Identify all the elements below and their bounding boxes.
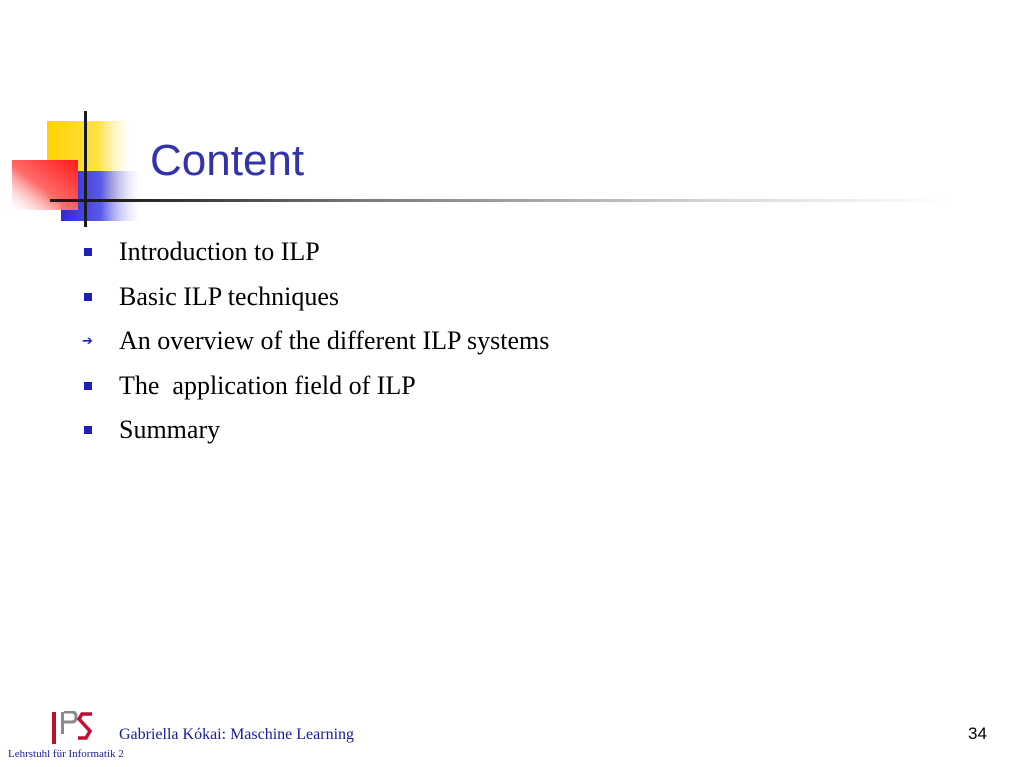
page-number: 34 xyxy=(968,724,987,743)
decorative-corner-squares xyxy=(0,0,160,240)
lehrstuhl-logo-icon xyxy=(52,711,94,744)
footer-department: Lehrstuhl für Informatik 2 xyxy=(8,748,124,760)
footer-author: Gabriella Kókai: Maschine Learning xyxy=(119,726,355,743)
bullet-text: An overview of the different ILP systems xyxy=(119,326,550,356)
square-bullet-icon xyxy=(80,293,119,301)
bullet-text: The application field of ILP xyxy=(119,370,416,400)
square-bullet-icon xyxy=(80,382,119,390)
bullet-list xyxy=(80,230,549,453)
square-bullet-icon xyxy=(80,426,119,434)
red-square xyxy=(12,160,78,210)
list-item xyxy=(80,364,549,409)
title-underline xyxy=(50,199,950,202)
bullet-text: Basic ILP techniques xyxy=(119,281,339,311)
arrow-bullet-icon: ➔ xyxy=(82,333,93,349)
vertical-line xyxy=(84,111,87,227)
list-item xyxy=(80,230,549,275)
list-item xyxy=(80,275,549,320)
list-item xyxy=(80,319,549,364)
list-item xyxy=(80,408,549,453)
bullet-text: Summary xyxy=(119,415,221,445)
bullet-text: Introduction to ILP xyxy=(119,237,320,267)
slide-title: Content xyxy=(150,136,305,185)
square-bullet-icon xyxy=(80,248,119,256)
